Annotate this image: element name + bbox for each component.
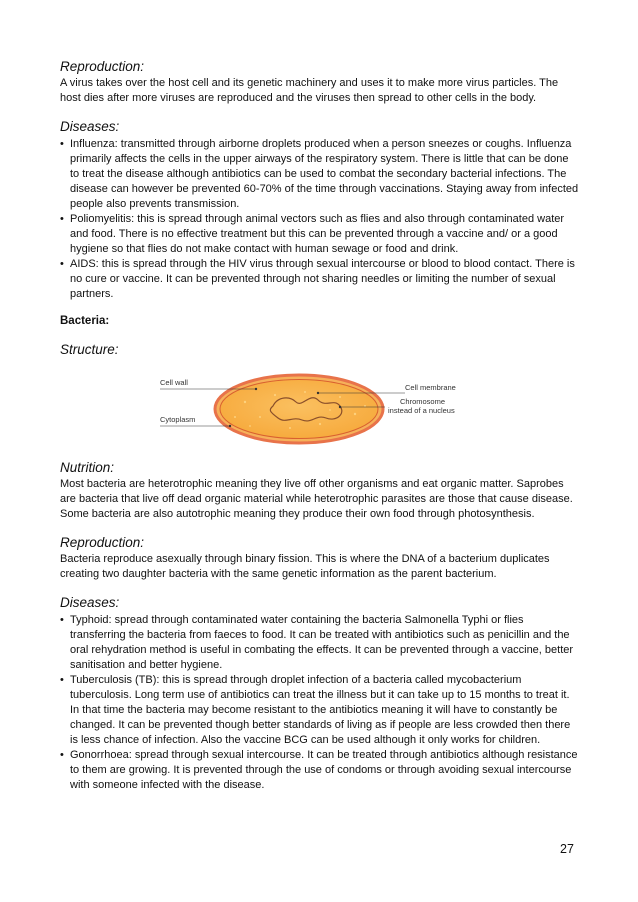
bacteria-reproduction-text: Bacteria reproduce asexually through binary fission. This is where the DNA of a bacterium duplicates creating two daughter bacteria with the same genetic information as the parent bacterium. [60, 553, 550, 580]
page-content [60, 58, 580, 793]
list-item: • Typhoid: spread through contaminated water containing the bacteria Salmonella Typhi or flies transferring the bacteria from faeces to food. It can be treated with antibiotics such as penicillin and the oral rehydration method is useful in combating the effects. It can be prevented through a vaccine, better sanitisation and better hygiene. [60, 614, 574, 671]
label-cell-wall: Cell wall [160, 378, 188, 387]
label-chromosome-line2: instead of a nucleus [388, 406, 455, 415]
virus-reproduction-heading: Reproduction: [60, 59, 145, 74]
label-chromosome: Chromosome [400, 397, 446, 406]
structure-heading: Structure: [60, 342, 119, 357]
bacterium-diagram [60, 362, 580, 450]
list-item: • Influenza: transmitted through airborne droplets produced when a person sneezes or coughs. Influenza primarily affects the cells in the upper airways of the respiratory system. There is little that can be done to treat the disease although antibiotics can be used to combat the secondary bacterial infections. The disease can however be prevented 60-70% of the time through vaccinations. Staying away from infected people also prevents transmission. [60, 138, 579, 210]
bacteria-diseases-heading: Diseases: [60, 595, 120, 610]
list-item: • AIDS: this is spread through the HIV virus through sexual intercourse or blood to blood contact. There is no cure or vaccine. It can be prevented through not sharing needles or limiting the number of sexual partners. [60, 258, 575, 300]
bacteria-heading: Bacteria: [60, 315, 110, 327]
label-cytoplasm: Cytoplasm [160, 415, 196, 424]
nutrition-heading: Nutrition: [60, 460, 115, 475]
virus-reproduction-text: A virus takes over the host cell and its genetic machinery and uses it to make more virus particles. The host dies after more viruses are reproduced and the viruses then spread to other cells in the body. [60, 77, 559, 104]
virus-diseases-list [60, 137, 580, 302]
page-number: 27 [560, 842, 574, 856]
bacteria-reproduction-heading: Reproduction: [60, 535, 145, 550]
nutrition-text: Most bacteria are heterotrophic meaning they live off other organisms and eat organic matter. Saprobes are bacteria that live off dead organic material while heterotrophic parasites are those that cause disease. Some bacteria are also autotrophic meaning they produce their own food through photosynthesis. [60, 478, 573, 520]
label-cell-membrane: Cell membrane [405, 383, 456, 392]
bacteria-diseases-list [60, 613, 580, 793]
bacterium-illustration [60, 362, 580, 450]
list-item: • Tuberculosis (TB): this is spread through droplet infection of a bacteria called mycobacterium tuberculosis. Long term use of antibiotics can treat the illness but it can take up to 15 months to treat it. In that time the bacteria may become resistant to the antibiotics meaning it will have to constantly be changed. It can be prevented though better standards of living as if people are less crowded then there is less chance of infection. Also the vaccine BCG can be used although it only works for children. [60, 674, 571, 746]
virus-diseases-heading: Diseases: [60, 119, 120, 134]
list-item: • Gonorrhoea: spread through sexual intercourse. It can be treated through antibiotics although resistance to them are growing. It is prevented through the use of condoms or through avoiding sexual intercourse with someone infected with the disease. [60, 749, 578, 791]
cytoplasm-shape [220, 380, 378, 439]
list-item: • Poliomyelitis: this is spread through animal vectors such as flies and also through contaminated water and food. There is no effective treatment but this can be prevented through a vaccine and/ or a good hygiene so that flies do not make contact with human sewage or food and drink. [60, 213, 565, 255]
